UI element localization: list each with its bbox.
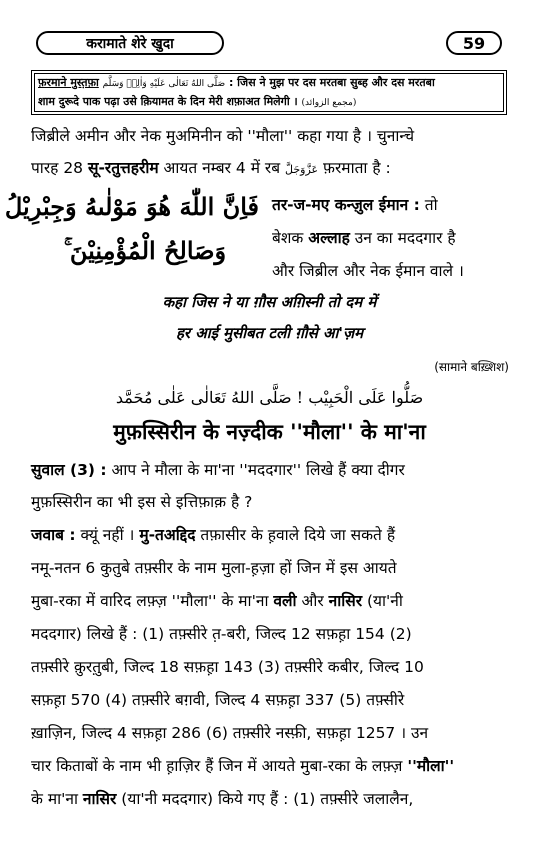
salawat: صَلُّوا عَلَى الْحَبِيْب ! صَلَّى اللهُ تَعَالٰى عَلٰى مُحَمَّد xyxy=(115,388,424,407)
answer-1-a: क्यूं नहीं । xyxy=(75,526,140,544)
answer-9-b: (या'नी मददगार) किये गए हैं : (1) तफ़्सीरे जलालैन, xyxy=(116,790,414,808)
hadith-heading: फ़रमाने मुस्त़फ़ा xyxy=(38,76,99,89)
answer-3-a: मुबा-रका में वारिद लफ़्ज़ ''मौला'' के मा'ना xyxy=(31,592,274,610)
hadith-box xyxy=(31,70,507,115)
answer-3-bold2: नासिर xyxy=(328,592,363,610)
answer-8-a: चार किताबों के नाम भी ह़ाज़िर हैं जिन में आयते मुबा-रका के लफ़्ज़ xyxy=(31,757,408,775)
translation-line-3: और जिब्रील और नेक ईमान वाले । xyxy=(272,262,464,280)
answer-3-c: (या'नी xyxy=(362,592,403,610)
page-number: 59 xyxy=(446,31,502,55)
answer-1-b: तफ़ासीर के ह़वाले दिये जा सकते हैं xyxy=(195,526,396,544)
translation-line-2 xyxy=(272,226,509,248)
translation-label: तर-ज-मए कन्ज़ुल ईमान : xyxy=(272,196,420,214)
question-line-1 xyxy=(31,458,509,480)
line2-b: आयत नम्बर 4 में रब xyxy=(158,159,286,177)
hadith-line-2 xyxy=(38,93,500,112)
hadith-text-2: शाम दुरूदे पाक पढ़ा उसे क़ियामत के दिन मेरी शफ़ाअत मिलेगी । xyxy=(38,95,298,108)
answer-line-8 xyxy=(31,754,509,776)
answer-9-bold: नासिर xyxy=(82,790,117,808)
hadith-source: (مجمع الزوائد) xyxy=(301,98,357,108)
answer-1-bold: मु-तअद्दिद xyxy=(139,526,196,544)
answer-3-bold1: वली xyxy=(273,592,297,610)
surah-name: सू-रतुत्तहरीम xyxy=(87,159,159,177)
answer-line-5: तफ़्सीरे क़ुरत़ुबी, जिल्द 18 सफ़ह़ा 143 (3) तफ़्सीरे कबीर, जिल्द 10 xyxy=(31,658,424,676)
couplet-line-1: कहा जिस ने या ग़ौस अग़िस्नी तो दम में xyxy=(162,293,377,311)
couplet-line-2: हर आई मुसीबत टली ग़ौसे आ'ज़म xyxy=(175,324,364,342)
couplet-source: (सामाने बख़्शिश) xyxy=(434,360,509,374)
question-line-2: मुफ़स्सिरीन का भी इस से इत्तिफ़ाक़ है ? xyxy=(31,493,253,511)
answer-line-7: ख़ाज़िन, जिल्द 4 सफ़ह़ा 286 (6) तफ़्सीरे नस्फ़ी, सफ़ह़ा 1257 । उन xyxy=(31,724,429,742)
translation-2-a: बेशक xyxy=(272,229,309,247)
body-line-1: जिब्रीले अमीन और नेक मुअमिनीन को ''मौला'' कहा गया है । चुनान्चे xyxy=(31,127,415,145)
line2-arabic: عَزَّوَجَلَّ xyxy=(285,163,319,176)
answer-line-3 xyxy=(31,589,509,611)
book-title: करामाते शेरे खुदा xyxy=(36,31,224,55)
translation-2-b: उन का मददगार है xyxy=(349,229,456,247)
answer-3-b: और xyxy=(296,592,329,610)
section-heading: मुफ़स्सिरीन के नज़्दीक ''मौला'' के मा'ना xyxy=(113,420,426,444)
translation-2-bold: अल्लाह xyxy=(308,229,350,247)
answer-line-2: नमू-नतन 6 कुतुबे तफ़्सीर के नाम मुला-ह़ज़ा हों जिन में इस आयते xyxy=(31,559,397,577)
ayah-line-2: وَصَالِحُ الْمُؤْمِنِيْنَ ۚ xyxy=(63,236,227,265)
answer-9-a: के मा'ना xyxy=(31,790,83,808)
hadith-salutation: صَلَّى اللهُ تَعَالٰى عَلَيْهِ وَاٰلِهٖ وَسَلَّم xyxy=(102,79,226,89)
line2-a: पारह 28 xyxy=(31,159,88,177)
answer-line-1 xyxy=(31,523,509,545)
answer-8-bold: ''मौला'' xyxy=(407,757,455,775)
answer-line-9 xyxy=(31,787,509,809)
hadith-text-1: : जिस ने मुझ पर दस मरतबा सुब्ह और दस मरतबा xyxy=(228,76,435,89)
question-text-1: आप ने मौला के मा'ना ''मददगार'' लिखे हैं क्या दीगर xyxy=(106,461,405,479)
translation-1-tail: तो xyxy=(419,196,438,214)
answer-label: जवाब : xyxy=(31,526,76,544)
ayah-line-1: فَاِنَّ اللّٰهَ هُوَ مَوْلٰىهُ وَجِبْرِيْلُ xyxy=(4,192,259,221)
hadith-line-1 xyxy=(38,74,500,93)
translation-line-1 xyxy=(272,193,509,215)
line2-c: फ़रमाता है : xyxy=(318,159,391,177)
answer-line-6: सफ़ह़ा 570 (4) तफ़्सीरे बग़वी, जिल्द 4 सफ़ह़ा 337 (5) तफ़्सीरे xyxy=(31,691,405,709)
body-line-2 xyxy=(31,156,509,178)
answer-line-4: मददगार) लिखे हैं : (1) तफ़्सीरे त़-बरी, जिल्द 12 सफ़ह़ा 154 (2) xyxy=(31,625,412,643)
question-label: सुवाल (3) : xyxy=(31,461,107,479)
